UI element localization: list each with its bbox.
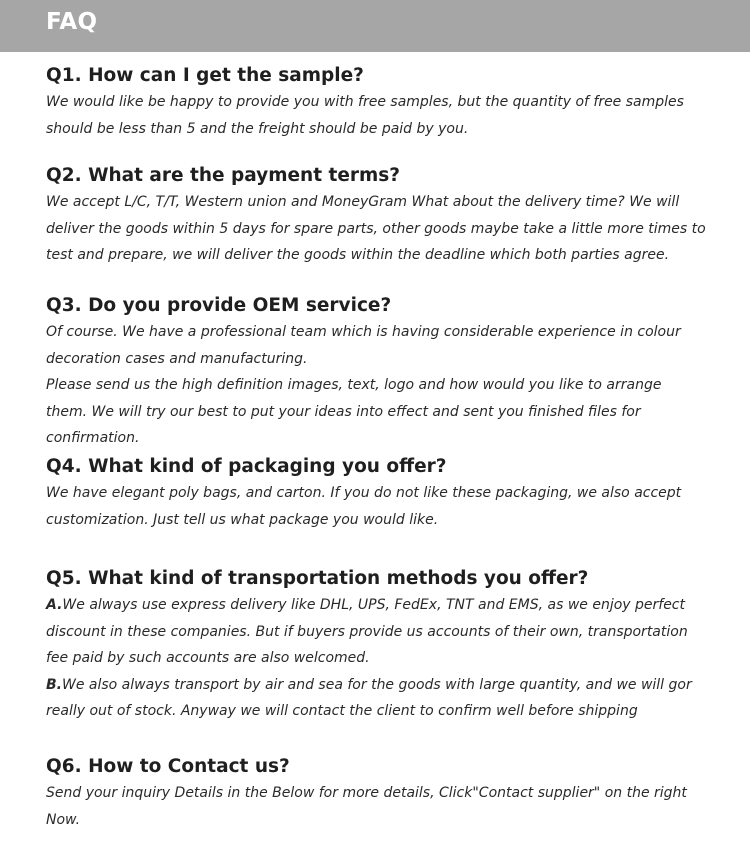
faq-item-6 [46,754,726,833]
faq-answer-paragraph: Of course. We have a professional team which is having considerable experience in colour decoration cases and manufacturing. [46,324,681,367]
faq-answer-paragraph: Send your inquiry Details in the Below for more details, Click"Contact supplier" on the right Now. [46,785,687,828]
faq-question: Q2. What are the payment terms? [46,165,401,186]
faq-question: Q4. What kind of packaging you offer? [46,456,447,477]
faq-answer-paragraph: We accept L/C, T/T, Western union and MoneyGram What about the delivery time? We will deliver the goods within 5 days for spare parts, other goods maybe take a little more times to test and prepare, we will deliver the goods within the deadline which both parties agree. [46,194,706,263]
faq-answer-item [46,592,706,672]
item-prefix: B. [46,676,62,693]
faq-question: Q5. What kind of transportation methods you offer? [46,568,589,589]
item-text: We also always transport by air and sea for the goods with large quantity, and we will gor really out of stock. Anyway we will contact the client to confirm well before shipping [46,676,692,719]
faq-answer-paragraph: We would like be happy to provide you with free samples, but the quantity of free samples should be less than 5 and the freight should be paid by you. [46,94,684,137]
faq-answer-paragraph: Please send us the high definition images, text, logo and how would you like to arrange them. We will try our best to put your ideas into effect and sent you finished files for confirmation. [46,377,662,446]
faq-answer [46,89,706,142]
faq-answer [46,592,706,725]
faq-header [0,0,750,52]
faq-item-3 [46,293,726,452]
item-prefix: A. [46,597,63,613]
faq-item-2 [46,163,726,269]
faq-item-4 [46,454,726,533]
faq-question: Q3. Do you provide OEM service? [46,295,392,316]
faq-item-1 [46,63,726,142]
faq-question: Q6. How to Contact us? [46,756,290,777]
faq-answer [46,189,706,269]
faq-answer [46,319,706,452]
faq-answer-paragraph: We have elegant poly bags, and carton. If you do not like these packaging, we also accept customization. Just tell us what package you would like. [46,485,682,528]
faq-question: Q1. How can I get the sample? [46,65,364,86]
item-text: We always use express delivery like DHL, UPS, FedEx, TNT and EMS, as we enjoy perfect discount in these companies. But if buyers provide us accounts of their own, transportation fee paid by such accounts are also welcomed. [46,597,688,666]
page-title: FAQ [46,9,98,35]
faq-answer [46,780,706,833]
faq-answer [46,480,706,533]
faq-item-5 [46,566,726,725]
faq-answer-item [46,672,706,725]
